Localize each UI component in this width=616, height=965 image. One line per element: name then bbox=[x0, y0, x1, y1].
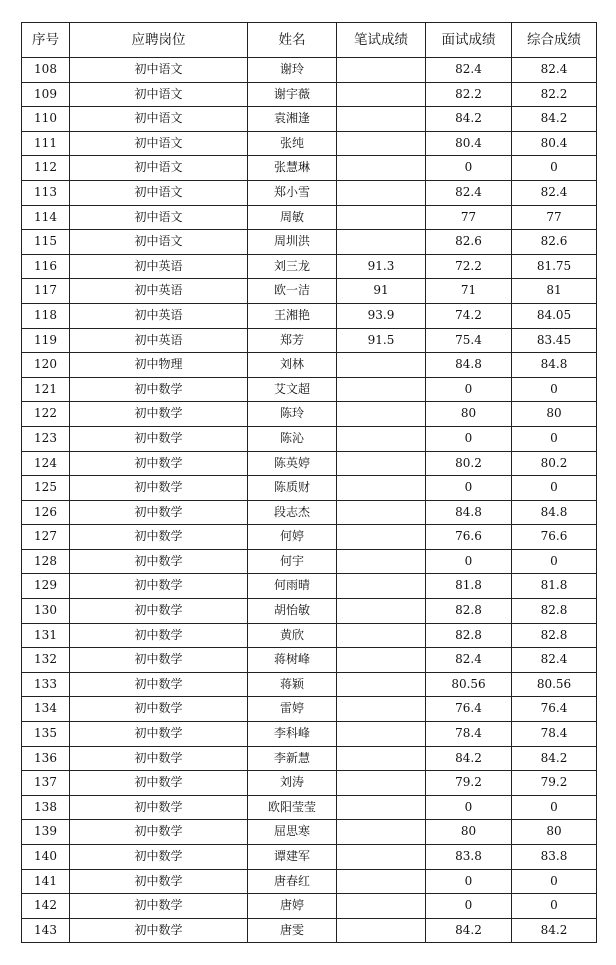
cell-interview-score: 76.6 bbox=[426, 525, 512, 550]
table-row bbox=[22, 279, 597, 304]
cell-total-score: 76.6 bbox=[512, 525, 597, 550]
cell-total-score: 80 bbox=[512, 820, 597, 845]
cell-no: 117 bbox=[22, 279, 70, 304]
cell-no: 141 bbox=[22, 869, 70, 894]
cell-written-score bbox=[337, 722, 426, 747]
cell-total-score: 82.2 bbox=[512, 82, 597, 107]
header-total-score: 综合成绩 bbox=[512, 23, 597, 58]
cell-interview-score: 81.8 bbox=[426, 574, 512, 599]
table-row bbox=[22, 820, 597, 845]
cell-position: 初中数学 bbox=[70, 795, 248, 820]
cell-interview-score: 82.4 bbox=[426, 648, 512, 673]
cell-name: 黄欣 bbox=[248, 623, 337, 648]
cell-written-score bbox=[337, 795, 426, 820]
cell-interview-score: 75.4 bbox=[426, 328, 512, 353]
cell-no: 122 bbox=[22, 402, 70, 427]
cell-no: 136 bbox=[22, 746, 70, 771]
cell-written-score bbox=[337, 230, 426, 255]
table-row bbox=[22, 353, 597, 378]
table-row bbox=[22, 402, 597, 427]
cell-name: 周敏 bbox=[248, 205, 337, 230]
cell-total-score: 0 bbox=[512, 156, 597, 181]
cell-no: 110 bbox=[22, 107, 70, 132]
cell-name: 蒋颖 bbox=[248, 672, 337, 697]
table-row bbox=[22, 500, 597, 525]
cell-total-score: 0 bbox=[512, 377, 597, 402]
table-row bbox=[22, 623, 597, 648]
cell-total-score: 84.8 bbox=[512, 500, 597, 525]
cell-no: 121 bbox=[22, 377, 70, 402]
cell-written-score bbox=[337, 353, 426, 378]
table-row bbox=[22, 795, 597, 820]
table-row bbox=[22, 230, 597, 255]
cell-total-score: 84.2 bbox=[512, 918, 597, 943]
cell-total-score: 81 bbox=[512, 279, 597, 304]
cell-name: 刘林 bbox=[248, 353, 337, 378]
cell-written-score bbox=[337, 574, 426, 599]
header-written-score: 笔试成绩 bbox=[337, 23, 426, 58]
cell-name: 雷婷 bbox=[248, 697, 337, 722]
cell-position: 初中语文 bbox=[70, 156, 248, 181]
cell-interview-score: 0 bbox=[426, 795, 512, 820]
table-row bbox=[22, 131, 597, 156]
cell-interview-score: 84.8 bbox=[426, 500, 512, 525]
cell-no: 138 bbox=[22, 795, 70, 820]
cell-interview-score: 84.2 bbox=[426, 918, 512, 943]
cell-total-score: 83.8 bbox=[512, 845, 597, 870]
cell-position: 初中数学 bbox=[70, 648, 248, 673]
score-table bbox=[21, 22, 597, 943]
cell-no: 113 bbox=[22, 180, 70, 205]
cell-no: 108 bbox=[22, 58, 70, 83]
cell-no: 137 bbox=[22, 771, 70, 796]
cell-interview-score: 80.4 bbox=[426, 131, 512, 156]
cell-interview-score: 79.2 bbox=[426, 771, 512, 796]
cell-name: 谭建军 bbox=[248, 845, 337, 870]
cell-no: 115 bbox=[22, 230, 70, 255]
cell-position: 初中数学 bbox=[70, 623, 248, 648]
cell-position: 初中数学 bbox=[70, 377, 248, 402]
cell-position: 初中数学 bbox=[70, 672, 248, 697]
cell-written-score bbox=[337, 648, 426, 673]
table-row bbox=[22, 722, 597, 747]
cell-interview-score: 77 bbox=[426, 205, 512, 230]
cell-interview-score: 0 bbox=[426, 426, 512, 451]
cell-interview-score: 83.8 bbox=[426, 845, 512, 870]
table-row bbox=[22, 845, 597, 870]
cell-total-score: 77 bbox=[512, 205, 597, 230]
cell-position: 初中英语 bbox=[70, 303, 248, 328]
cell-total-score: 82.8 bbox=[512, 623, 597, 648]
cell-position: 初中数学 bbox=[70, 869, 248, 894]
cell-name: 何宇 bbox=[248, 549, 337, 574]
table-row bbox=[22, 525, 597, 550]
cell-interview-score: 80 bbox=[426, 820, 512, 845]
table-row bbox=[22, 574, 597, 599]
cell-no: 143 bbox=[22, 918, 70, 943]
table-row bbox=[22, 771, 597, 796]
table-row bbox=[22, 599, 597, 624]
cell-written-score bbox=[337, 131, 426, 156]
table-row bbox=[22, 476, 597, 501]
cell-no: 116 bbox=[22, 254, 70, 279]
cell-interview-score: 82.8 bbox=[426, 599, 512, 624]
cell-no: 130 bbox=[22, 599, 70, 624]
cell-written-score: 93.9 bbox=[337, 303, 426, 328]
cell-total-score: 84.8 bbox=[512, 353, 597, 378]
cell-written-score: 91.5 bbox=[337, 328, 426, 353]
table-row bbox=[22, 648, 597, 673]
cell-interview-score: 84.2 bbox=[426, 746, 512, 771]
cell-no: 132 bbox=[22, 648, 70, 673]
cell-total-score: 82.4 bbox=[512, 58, 597, 83]
cell-position: 初中英语 bbox=[70, 279, 248, 304]
cell-position: 初中数学 bbox=[70, 722, 248, 747]
cell-no: 111 bbox=[22, 131, 70, 156]
cell-interview-score: 0 bbox=[426, 549, 512, 574]
table-row bbox=[22, 156, 597, 181]
cell-position: 初中数学 bbox=[70, 549, 248, 574]
table-row bbox=[22, 328, 597, 353]
cell-interview-score: 84.2 bbox=[426, 107, 512, 132]
cell-position: 初中语文 bbox=[70, 82, 248, 107]
table-row bbox=[22, 869, 597, 894]
cell-name: 袁湘逢 bbox=[248, 107, 337, 132]
cell-total-score: 76.4 bbox=[512, 697, 597, 722]
cell-interview-score: 71 bbox=[426, 279, 512, 304]
cell-no: 139 bbox=[22, 820, 70, 845]
cell-total-score: 79.2 bbox=[512, 771, 597, 796]
cell-interview-score: 80.56 bbox=[426, 672, 512, 697]
cell-total-score: 82.4 bbox=[512, 648, 597, 673]
cell-interview-score: 0 bbox=[426, 869, 512, 894]
cell-position: 初中英语 bbox=[70, 254, 248, 279]
cell-no: 114 bbox=[22, 205, 70, 230]
cell-name: 陈玲 bbox=[248, 402, 337, 427]
table-row bbox=[22, 377, 597, 402]
cell-written-score bbox=[337, 549, 426, 574]
cell-written-score bbox=[337, 180, 426, 205]
table-row bbox=[22, 107, 597, 132]
table-row bbox=[22, 58, 597, 83]
cell-written-score: 91.3 bbox=[337, 254, 426, 279]
cell-interview-score: 80 bbox=[426, 402, 512, 427]
cell-no: 133 bbox=[22, 672, 70, 697]
table-row bbox=[22, 918, 597, 943]
cell-name: 郑小雪 bbox=[248, 180, 337, 205]
header-no: 序号 bbox=[22, 23, 70, 58]
header-name: 姓名 bbox=[248, 23, 337, 58]
cell-no: 126 bbox=[22, 500, 70, 525]
header-position: 应聘岗位 bbox=[70, 23, 248, 58]
cell-written-score: 91 bbox=[337, 279, 426, 304]
cell-position: 初中语文 bbox=[70, 107, 248, 132]
cell-written-score bbox=[337, 599, 426, 624]
cell-name: 刘三龙 bbox=[248, 254, 337, 279]
cell-position: 初中数学 bbox=[70, 845, 248, 870]
cell-interview-score: 84.8 bbox=[426, 353, 512, 378]
cell-written-score bbox=[337, 426, 426, 451]
table-row bbox=[22, 746, 597, 771]
cell-interview-score: 0 bbox=[426, 894, 512, 919]
cell-position: 初中语文 bbox=[70, 131, 248, 156]
cell-position: 初中数学 bbox=[70, 574, 248, 599]
cell-total-score: 0 bbox=[512, 795, 597, 820]
cell-name: 谢玲 bbox=[248, 58, 337, 83]
cell-name: 郑芳 bbox=[248, 328, 337, 353]
cell-total-score: 80.56 bbox=[512, 672, 597, 697]
cell-no: 124 bbox=[22, 451, 70, 476]
table-row bbox=[22, 205, 597, 230]
cell-position: 初中语文 bbox=[70, 58, 248, 83]
cell-name: 屈思寒 bbox=[248, 820, 337, 845]
cell-written-score bbox=[337, 107, 426, 132]
cell-total-score: 78.4 bbox=[512, 722, 597, 747]
cell-name: 何婷 bbox=[248, 525, 337, 550]
table-row bbox=[22, 426, 597, 451]
cell-position: 初中数学 bbox=[70, 525, 248, 550]
table-row bbox=[22, 549, 597, 574]
cell-total-score: 83.45 bbox=[512, 328, 597, 353]
cell-written-score bbox=[337, 402, 426, 427]
table-body bbox=[22, 58, 597, 943]
cell-total-score: 0 bbox=[512, 869, 597, 894]
cell-interview-score: 80.2 bbox=[426, 451, 512, 476]
cell-written-score bbox=[337, 377, 426, 402]
cell-no: 140 bbox=[22, 845, 70, 870]
cell-no: 123 bbox=[22, 426, 70, 451]
cell-total-score: 82.8 bbox=[512, 599, 597, 624]
cell-name: 王湘艳 bbox=[248, 303, 337, 328]
cell-total-score: 0 bbox=[512, 549, 597, 574]
cell-position: 初中数学 bbox=[70, 402, 248, 427]
cell-position: 初中语文 bbox=[70, 230, 248, 255]
cell-no: 129 bbox=[22, 574, 70, 599]
cell-name: 唐春红 bbox=[248, 869, 337, 894]
cell-name: 谢宇薇 bbox=[248, 82, 337, 107]
cell-interview-score: 72.2 bbox=[426, 254, 512, 279]
cell-position: 初中数学 bbox=[70, 746, 248, 771]
table-row bbox=[22, 894, 597, 919]
cell-written-score bbox=[337, 58, 426, 83]
cell-name: 欧一洁 bbox=[248, 279, 337, 304]
cell-position: 初中数学 bbox=[70, 771, 248, 796]
cell-no: 142 bbox=[22, 894, 70, 919]
cell-no: 120 bbox=[22, 353, 70, 378]
cell-written-score bbox=[337, 451, 426, 476]
cell-name: 胡怡敏 bbox=[248, 599, 337, 624]
cell-written-score bbox=[337, 746, 426, 771]
table-row bbox=[22, 254, 597, 279]
cell-written-score bbox=[337, 623, 426, 648]
table-header bbox=[22, 23, 597, 58]
cell-written-score bbox=[337, 894, 426, 919]
cell-written-score bbox=[337, 82, 426, 107]
cell-no: 127 bbox=[22, 525, 70, 550]
cell-name: 李科峰 bbox=[248, 722, 337, 747]
cell-name: 刘涛 bbox=[248, 771, 337, 796]
cell-interview-score: 0 bbox=[426, 156, 512, 181]
cell-name: 欧阳莹莹 bbox=[248, 795, 337, 820]
cell-interview-score: 82.6 bbox=[426, 230, 512, 255]
cell-name: 陈沁 bbox=[248, 426, 337, 451]
cell-interview-score: 82.2 bbox=[426, 82, 512, 107]
cell-total-score: 80.2 bbox=[512, 451, 597, 476]
cell-total-score: 0 bbox=[512, 894, 597, 919]
cell-no: 134 bbox=[22, 697, 70, 722]
cell-total-score: 84.05 bbox=[512, 303, 597, 328]
cell-no: 119 bbox=[22, 328, 70, 353]
table-row bbox=[22, 303, 597, 328]
cell-position: 初中数学 bbox=[70, 500, 248, 525]
cell-written-score bbox=[337, 697, 426, 722]
cell-interview-score: 76.4 bbox=[426, 697, 512, 722]
cell-name: 周圳洪 bbox=[248, 230, 337, 255]
cell-position: 初中数学 bbox=[70, 599, 248, 624]
cell-position: 初中语文 bbox=[70, 205, 248, 230]
cell-total-score: 80 bbox=[512, 402, 597, 427]
cell-no: 118 bbox=[22, 303, 70, 328]
cell-no: 125 bbox=[22, 476, 70, 501]
cell-position: 初中数学 bbox=[70, 918, 248, 943]
cell-name: 段志杰 bbox=[248, 500, 337, 525]
cell-written-score bbox=[337, 869, 426, 894]
cell-name: 陈英婷 bbox=[248, 451, 337, 476]
cell-name: 唐婷 bbox=[248, 894, 337, 919]
cell-position: 初中物理 bbox=[70, 353, 248, 378]
cell-written-score bbox=[337, 820, 426, 845]
cell-name: 李新慧 bbox=[248, 746, 337, 771]
cell-total-score: 81.8 bbox=[512, 574, 597, 599]
table-row bbox=[22, 180, 597, 205]
cell-position: 初中数学 bbox=[70, 451, 248, 476]
table-row bbox=[22, 82, 597, 107]
cell-written-score bbox=[337, 500, 426, 525]
cell-name: 张纯 bbox=[248, 131, 337, 156]
cell-position: 初中数学 bbox=[70, 426, 248, 451]
cell-written-score bbox=[337, 525, 426, 550]
cell-interview-score: 82.8 bbox=[426, 623, 512, 648]
cell-written-score bbox=[337, 845, 426, 870]
cell-interview-score: 82.4 bbox=[426, 180, 512, 205]
table-row bbox=[22, 672, 597, 697]
table-row bbox=[22, 451, 597, 476]
header-row bbox=[22, 23, 597, 58]
cell-written-score bbox=[337, 918, 426, 943]
cell-interview-score: 0 bbox=[426, 476, 512, 501]
cell-no: 128 bbox=[22, 549, 70, 574]
cell-total-score: 82.6 bbox=[512, 230, 597, 255]
cell-name: 何雨晴 bbox=[248, 574, 337, 599]
cell-written-score bbox=[337, 771, 426, 796]
cell-written-score bbox=[337, 672, 426, 697]
cell-total-score: 81.75 bbox=[512, 254, 597, 279]
cell-total-score: 82.4 bbox=[512, 180, 597, 205]
cell-no: 109 bbox=[22, 82, 70, 107]
cell-interview-score: 82.4 bbox=[426, 58, 512, 83]
cell-name: 唐雯 bbox=[248, 918, 337, 943]
cell-interview-score: 0 bbox=[426, 377, 512, 402]
cell-total-score: 0 bbox=[512, 476, 597, 501]
cell-position: 初中数学 bbox=[70, 894, 248, 919]
cell-position: 初中数学 bbox=[70, 697, 248, 722]
cell-name: 陈质财 bbox=[248, 476, 337, 501]
cell-name: 艾文超 bbox=[248, 377, 337, 402]
cell-position: 初中数学 bbox=[70, 476, 248, 501]
cell-total-score: 84.2 bbox=[512, 746, 597, 771]
header-interview-score: 面试成绩 bbox=[426, 23, 512, 58]
table-row bbox=[22, 697, 597, 722]
cell-no: 135 bbox=[22, 722, 70, 747]
cell-position: 初中语文 bbox=[70, 180, 248, 205]
cell-position: 初中数学 bbox=[70, 820, 248, 845]
cell-interview-score: 74.2 bbox=[426, 303, 512, 328]
cell-total-score: 80.4 bbox=[512, 131, 597, 156]
cell-written-score bbox=[337, 205, 426, 230]
cell-interview-score: 78.4 bbox=[426, 722, 512, 747]
cell-position: 初中英语 bbox=[70, 328, 248, 353]
cell-written-score bbox=[337, 156, 426, 181]
cell-total-score: 84.2 bbox=[512, 107, 597, 132]
cell-total-score: 0 bbox=[512, 426, 597, 451]
cell-name: 蒋树峰 bbox=[248, 648, 337, 673]
cell-no: 112 bbox=[22, 156, 70, 181]
cell-no: 131 bbox=[22, 623, 70, 648]
cell-written-score bbox=[337, 476, 426, 501]
cell-name: 张慧琳 bbox=[248, 156, 337, 181]
